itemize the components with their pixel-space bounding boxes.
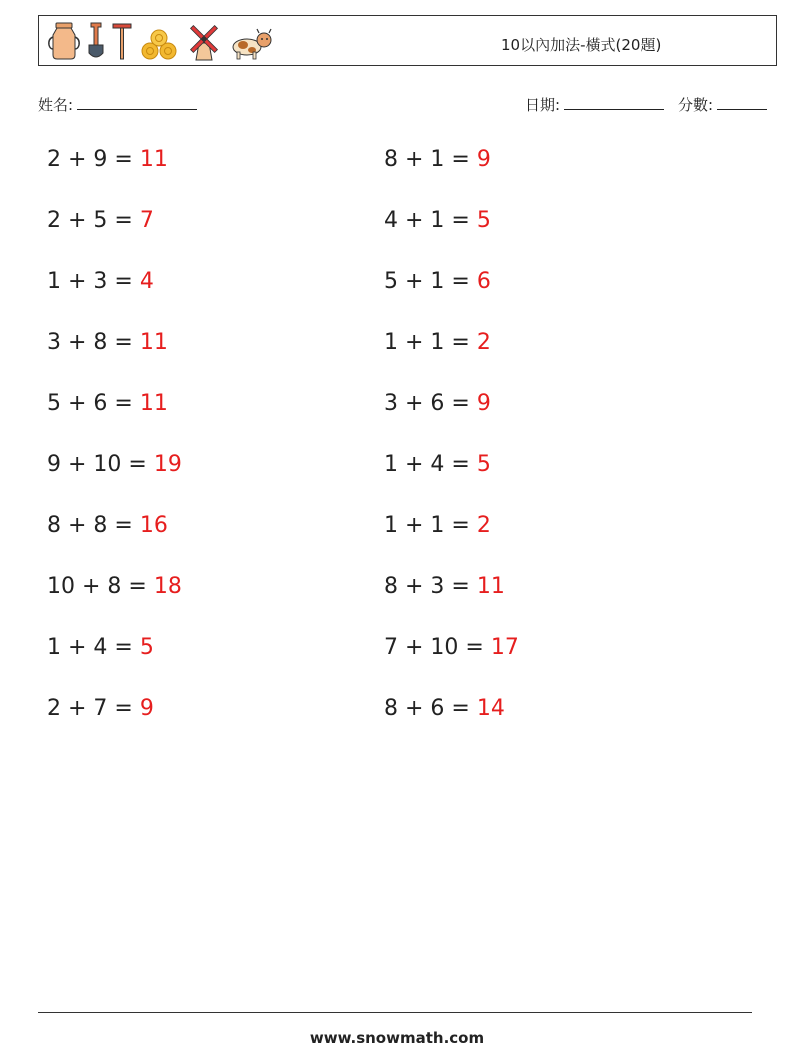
problem-answer: 11 [139,147,168,172]
problem-answer: 2 [476,330,491,355]
windmill-icon [185,21,223,61]
problem-answer: 11 [476,574,505,599]
problem-answer: 5 [476,452,491,477]
problem-item [47,513,168,538]
problem-item [47,208,154,233]
problem-question: 1 + 3 = [47,269,140,294]
problem-item [384,269,491,294]
problem-item [47,269,154,294]
problem-answer: 4 [139,269,154,294]
problem-answer: 5 [476,208,491,233]
problem-item [384,635,519,660]
problem-question: 5 + 6 = [47,391,140,416]
problem-question: 3 + 8 = [47,330,140,355]
problem-question: 2 + 5 = [47,208,140,233]
problem-answer: 18 [153,574,182,599]
problem-item [47,696,154,721]
problem-answer: 11 [139,330,168,355]
problem-item [47,391,168,416]
problem-item [47,635,154,660]
problem-question: 9 + 10 = [47,452,154,477]
problem-answer: 5 [139,635,154,660]
icon-strip [47,21,273,61]
problem-question: 8 + 6 = [384,696,477,721]
problem-answer: 9 [476,147,491,172]
footer-site[interactable]: www.snowmath.com [309,1029,485,1047]
worksheet-title: 10以內加法-橫式(20題) [501,36,662,54]
jug-icon [47,21,81,61]
problem-question: 4 + 1 = [384,208,477,233]
problem-question: 1 + 1 = [384,513,477,538]
problem-item [384,208,491,233]
problem-question: 7 + 10 = [384,635,491,660]
date-blank[interactable] [564,95,664,110]
problem-item [384,574,505,599]
score-blank[interactable] [717,95,767,110]
problem-question: 5 + 1 = [384,269,477,294]
date-label: 日期: [525,96,561,114]
header-box [38,15,777,66]
rake-icon [111,21,133,61]
score-label: 分數: [678,96,714,114]
problem-question: 1 + 1 = [384,330,477,355]
problem-answer: 9 [476,391,491,416]
problem-item [47,452,182,477]
problem-question: 2 + 7 = [47,696,140,721]
problem-item [384,391,491,416]
problem-item [384,330,491,355]
problem-question: 3 + 6 = [384,391,477,416]
problem-item [384,696,505,721]
score-field [678,94,767,115]
problem-question: 8 + 1 = [384,147,477,172]
cow-icon [229,21,273,61]
problem-question: 8 + 8 = [47,513,140,538]
problem-question: 1 + 4 = [47,635,140,660]
problem-answer: 2 [476,513,491,538]
problem-answer: 11 [139,391,168,416]
problem-answer: 9 [139,696,154,721]
problem-item [384,513,491,538]
hay-bales-icon [139,21,179,61]
problem-question: 1 + 4 = [384,452,477,477]
name-field [38,94,197,115]
footer-divider [38,1012,752,1013]
shovel-icon [87,21,105,61]
name-label: 姓名: [38,96,74,114]
problem-answer: 16 [139,513,168,538]
problem-answer: 17 [490,635,519,660]
problem-answer: 14 [476,696,505,721]
problem-item [47,574,182,599]
name-blank[interactable] [77,95,197,110]
problem-item [384,452,491,477]
problem-question: 8 + 3 = [384,574,477,599]
problem-answer: 19 [153,452,182,477]
problem-answer: 7 [139,208,154,233]
problem-question: 2 + 9 = [47,147,140,172]
date-field [525,94,664,115]
problem-item [47,330,168,355]
problem-item [384,147,491,172]
problem-item [47,147,168,172]
problem-question: 10 + 8 = [47,574,154,599]
problem-answer: 6 [476,269,491,294]
